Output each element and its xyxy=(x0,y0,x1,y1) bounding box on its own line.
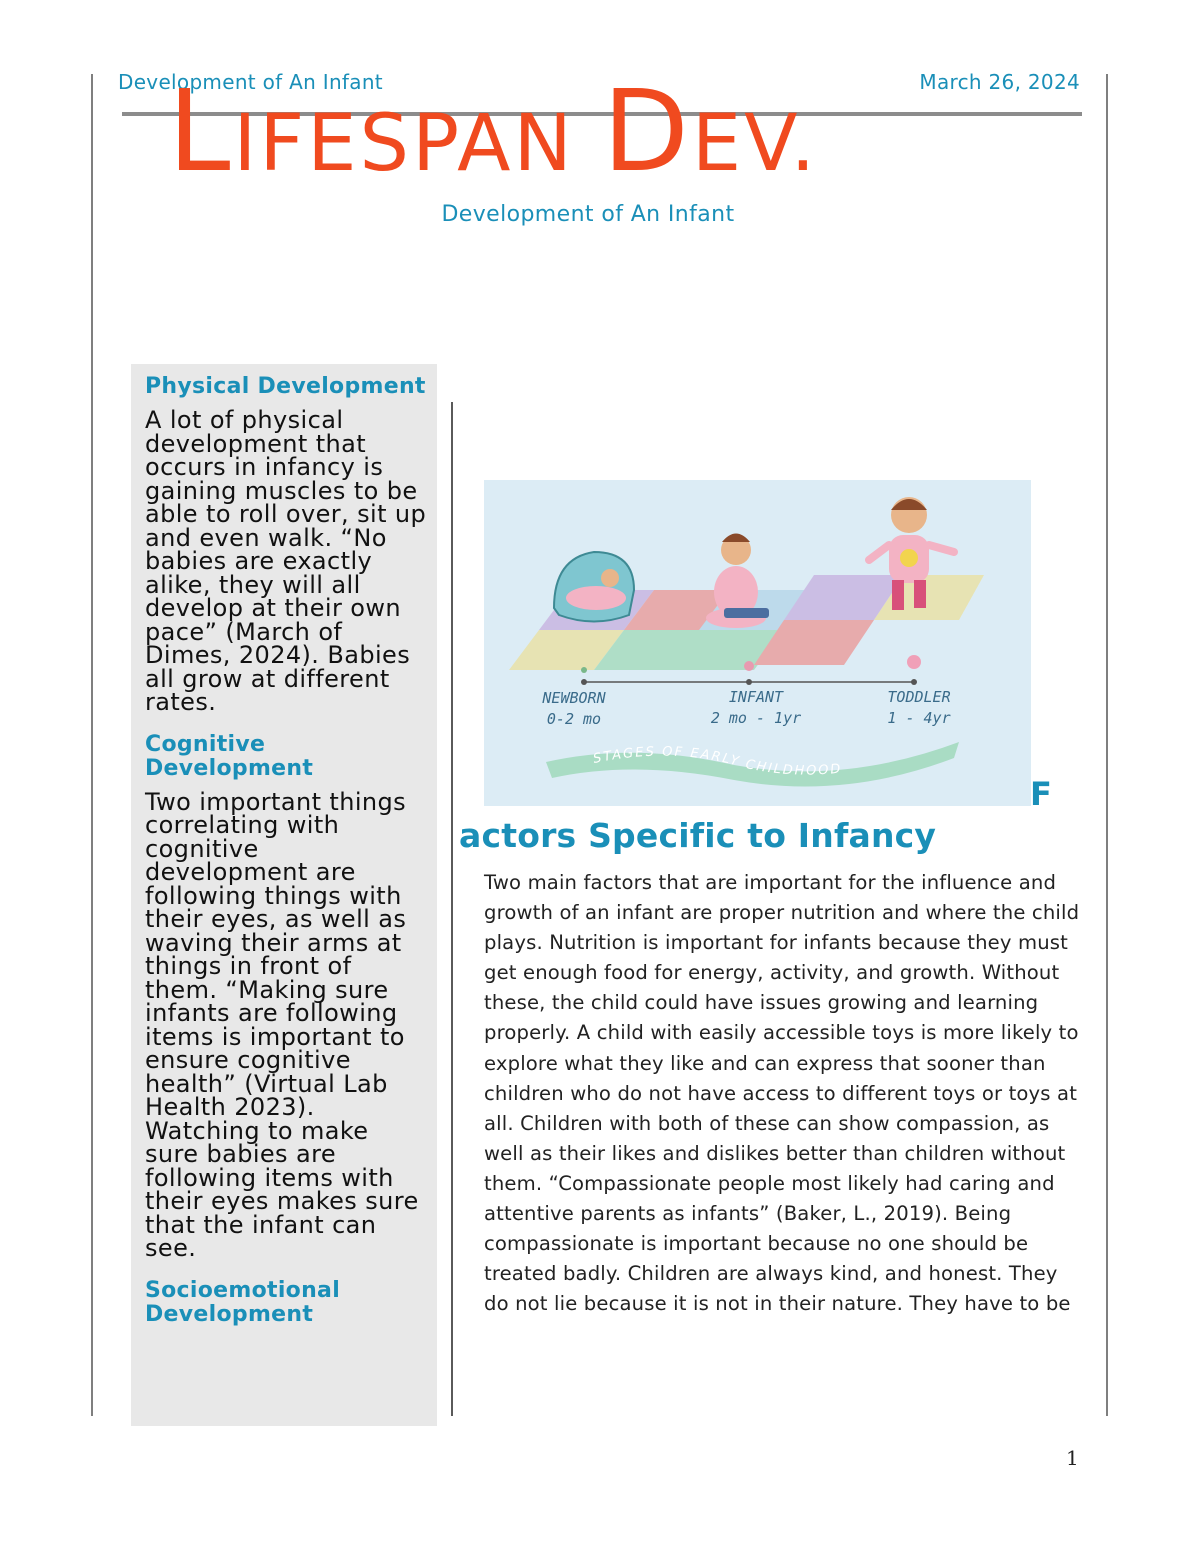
stage-range-infant: 2 mo - 1yr xyxy=(710,709,802,727)
title-rest-2: EV. xyxy=(691,99,819,189)
sidebar-heading-socioemotional: Socioemotional Development xyxy=(145,1277,341,1327)
section-drop-letter: F xyxy=(1030,775,1052,813)
sidebar-heading-cognitive: Cognitive Development xyxy=(145,731,314,781)
title-rest-1: IFESPAN xyxy=(233,99,575,189)
header-left-text: Development of An Infant xyxy=(118,70,383,94)
timeline-dot-1 xyxy=(581,679,587,685)
stages-illustration xyxy=(484,480,1031,806)
sidebar-body-physical: A lot of physical development that occurs in infancy is gaining muscles to be able to roll over, sit up and even walk. “No babies are exactly alike, they will all develop at their own pace” (March of Dimes, 2024). Babies all grow at different rates. xyxy=(145,406,427,716)
sprout-icon xyxy=(581,667,587,673)
timeline-dot-2 xyxy=(746,679,752,685)
stage-name-newborn: NEWBORN xyxy=(542,689,606,707)
page-title xyxy=(168,67,819,197)
stage-range-toddler: 1 - 4yr xyxy=(887,709,951,727)
page-subtitle: Development of An Infant xyxy=(441,202,735,227)
sidebar xyxy=(131,364,437,1426)
sidebar-body-cognitive: Two important things correlating with cognitive development are following things with their eyes, as well as waving their arms at things in front of them. “Making sure infants are following items is important to ensure cognitive health” (Virtual Lab Health 2023). Watching to make sure babies are following items with their eyes makes sure that the infant can see. xyxy=(145,787,419,1262)
page-number: 1 xyxy=(1066,1446,1079,1470)
main-body-text: Two main factors that are important for the influence and growth of an infant are proper nutrition and where the child plays. Nutrition is important for infants because they must get enough food for energy, activity, and growth. Without these, the child could have issues growing and learning properly. A child with easily accessible toys is more likely to explore what they like and can express that sooner than children who do not have access to different toys or toys at all. Children with both of these can show compassion, as well as their likes and dislikes better than children without them. “Compassionate people most likely had caring and attentive parents as infants” (Baker, L., 2019). Being compassionate is important because no one should be treated badly. Children are always kind, and honest. They do not lie because it is not in their nature. They have to be xyxy=(484,871,1080,1316)
sidebar-content xyxy=(145,375,429,1327)
banner-text-path: STAGES OF EARLY CHILDHOOD xyxy=(591,744,844,779)
sidebar-heading-physical: Physical Development xyxy=(145,374,426,399)
title-cap-1: L xyxy=(168,67,234,197)
bud-icon xyxy=(744,661,754,671)
frame-left-line xyxy=(91,74,93,1416)
frame-right-line xyxy=(1106,74,1108,1416)
column-divider xyxy=(451,402,453,1416)
stage-name-toddler: TODDLER xyxy=(887,688,951,706)
stage-name-infant: INFANT xyxy=(728,688,784,706)
header-date: March 26, 2024 xyxy=(919,70,1080,94)
title-cap-2: D xyxy=(602,67,692,197)
stage-range-newborn: 0-2 mo xyxy=(546,710,602,728)
section-heading: actors Specific to Infancy xyxy=(459,816,937,855)
timeline-dot-3 xyxy=(911,679,917,685)
flower-icon xyxy=(907,655,921,669)
